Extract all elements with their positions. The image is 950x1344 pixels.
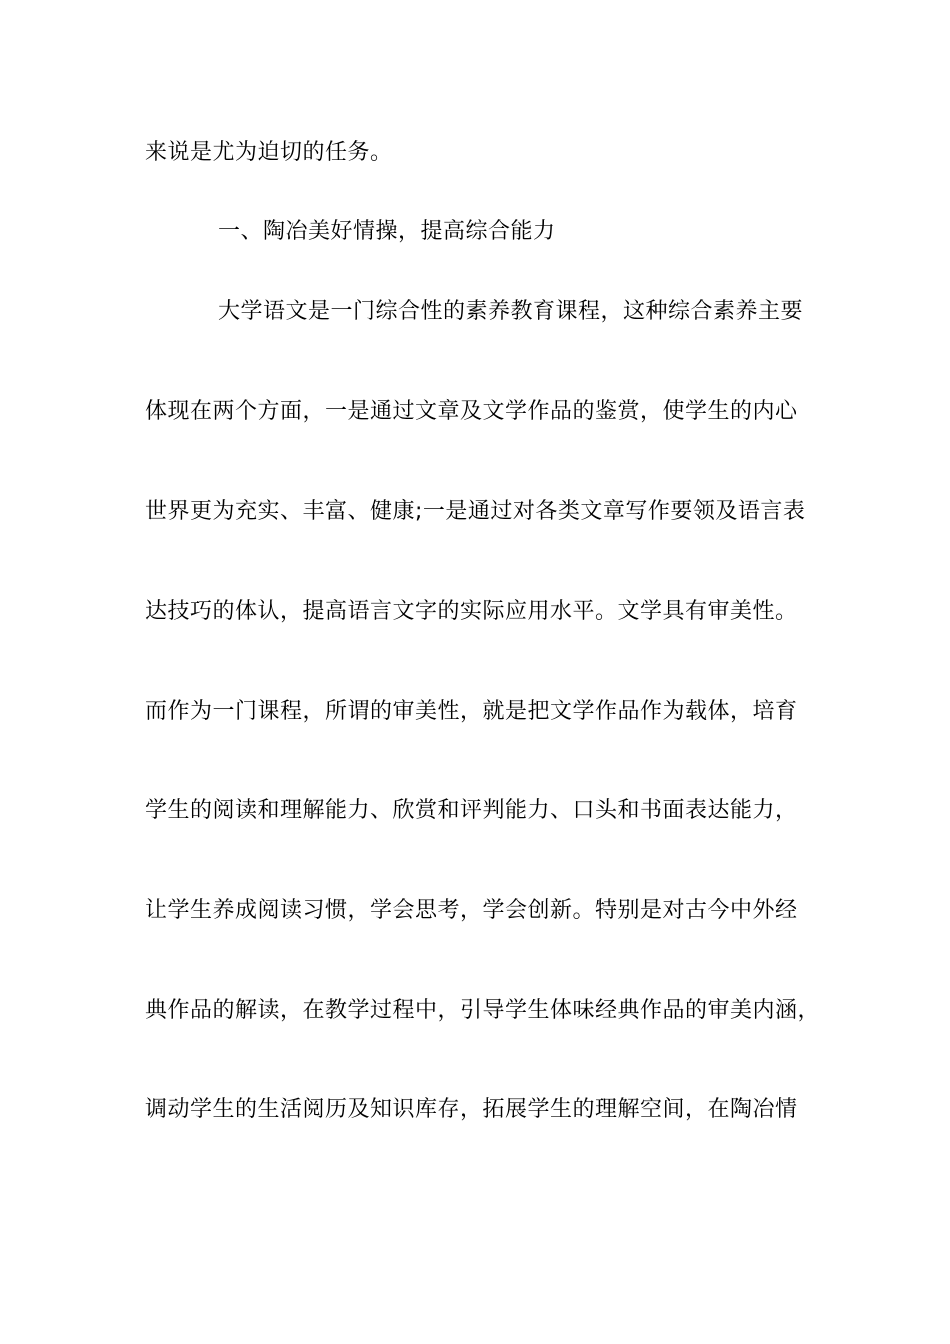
text-line-1: 来说是尤为迫切的任务。 <box>145 140 393 165</box>
text-line-7: 而作为一门课程，所谓的审美性，就是把文学作品作为载体，培育 <box>145 699 798 724</box>
text-line-5: 世界更为充实、丰富、健康;一是通过对各类文章写作要领及语言表 <box>145 499 806 524</box>
text-line-10: 典作品的解读，在教学过程中，引导学生体味经典作品的审美内涵， <box>145 998 821 1023</box>
text-line-11: 调动学生的生活阅历及知识库存，拓展学生的理解空间，在陶冶情 <box>145 1097 798 1122</box>
text-line-9: 让学生养成阅读习惯，学会思考，学会创新。特别是对古今中外经 <box>145 898 798 923</box>
text-line-8: 学生的阅读和理解能力、欣赏和评判能力、口头和书面表达能力， <box>145 798 798 823</box>
text-line-6: 达技巧的体认，提高语言文字的实际应用水平。文学具有审美性。 <box>145 599 798 624</box>
section-heading: 一、陶冶美好情操，提高综合能力 <box>218 219 556 244</box>
text-line-4: 体现在两个方面，一是通过文章及文学作品的鉴赏，使学生的内心 <box>145 399 798 424</box>
text-line-3: 大学语文是一门综合性的素养教育课程，这种综合素养主要 <box>218 299 804 324</box>
